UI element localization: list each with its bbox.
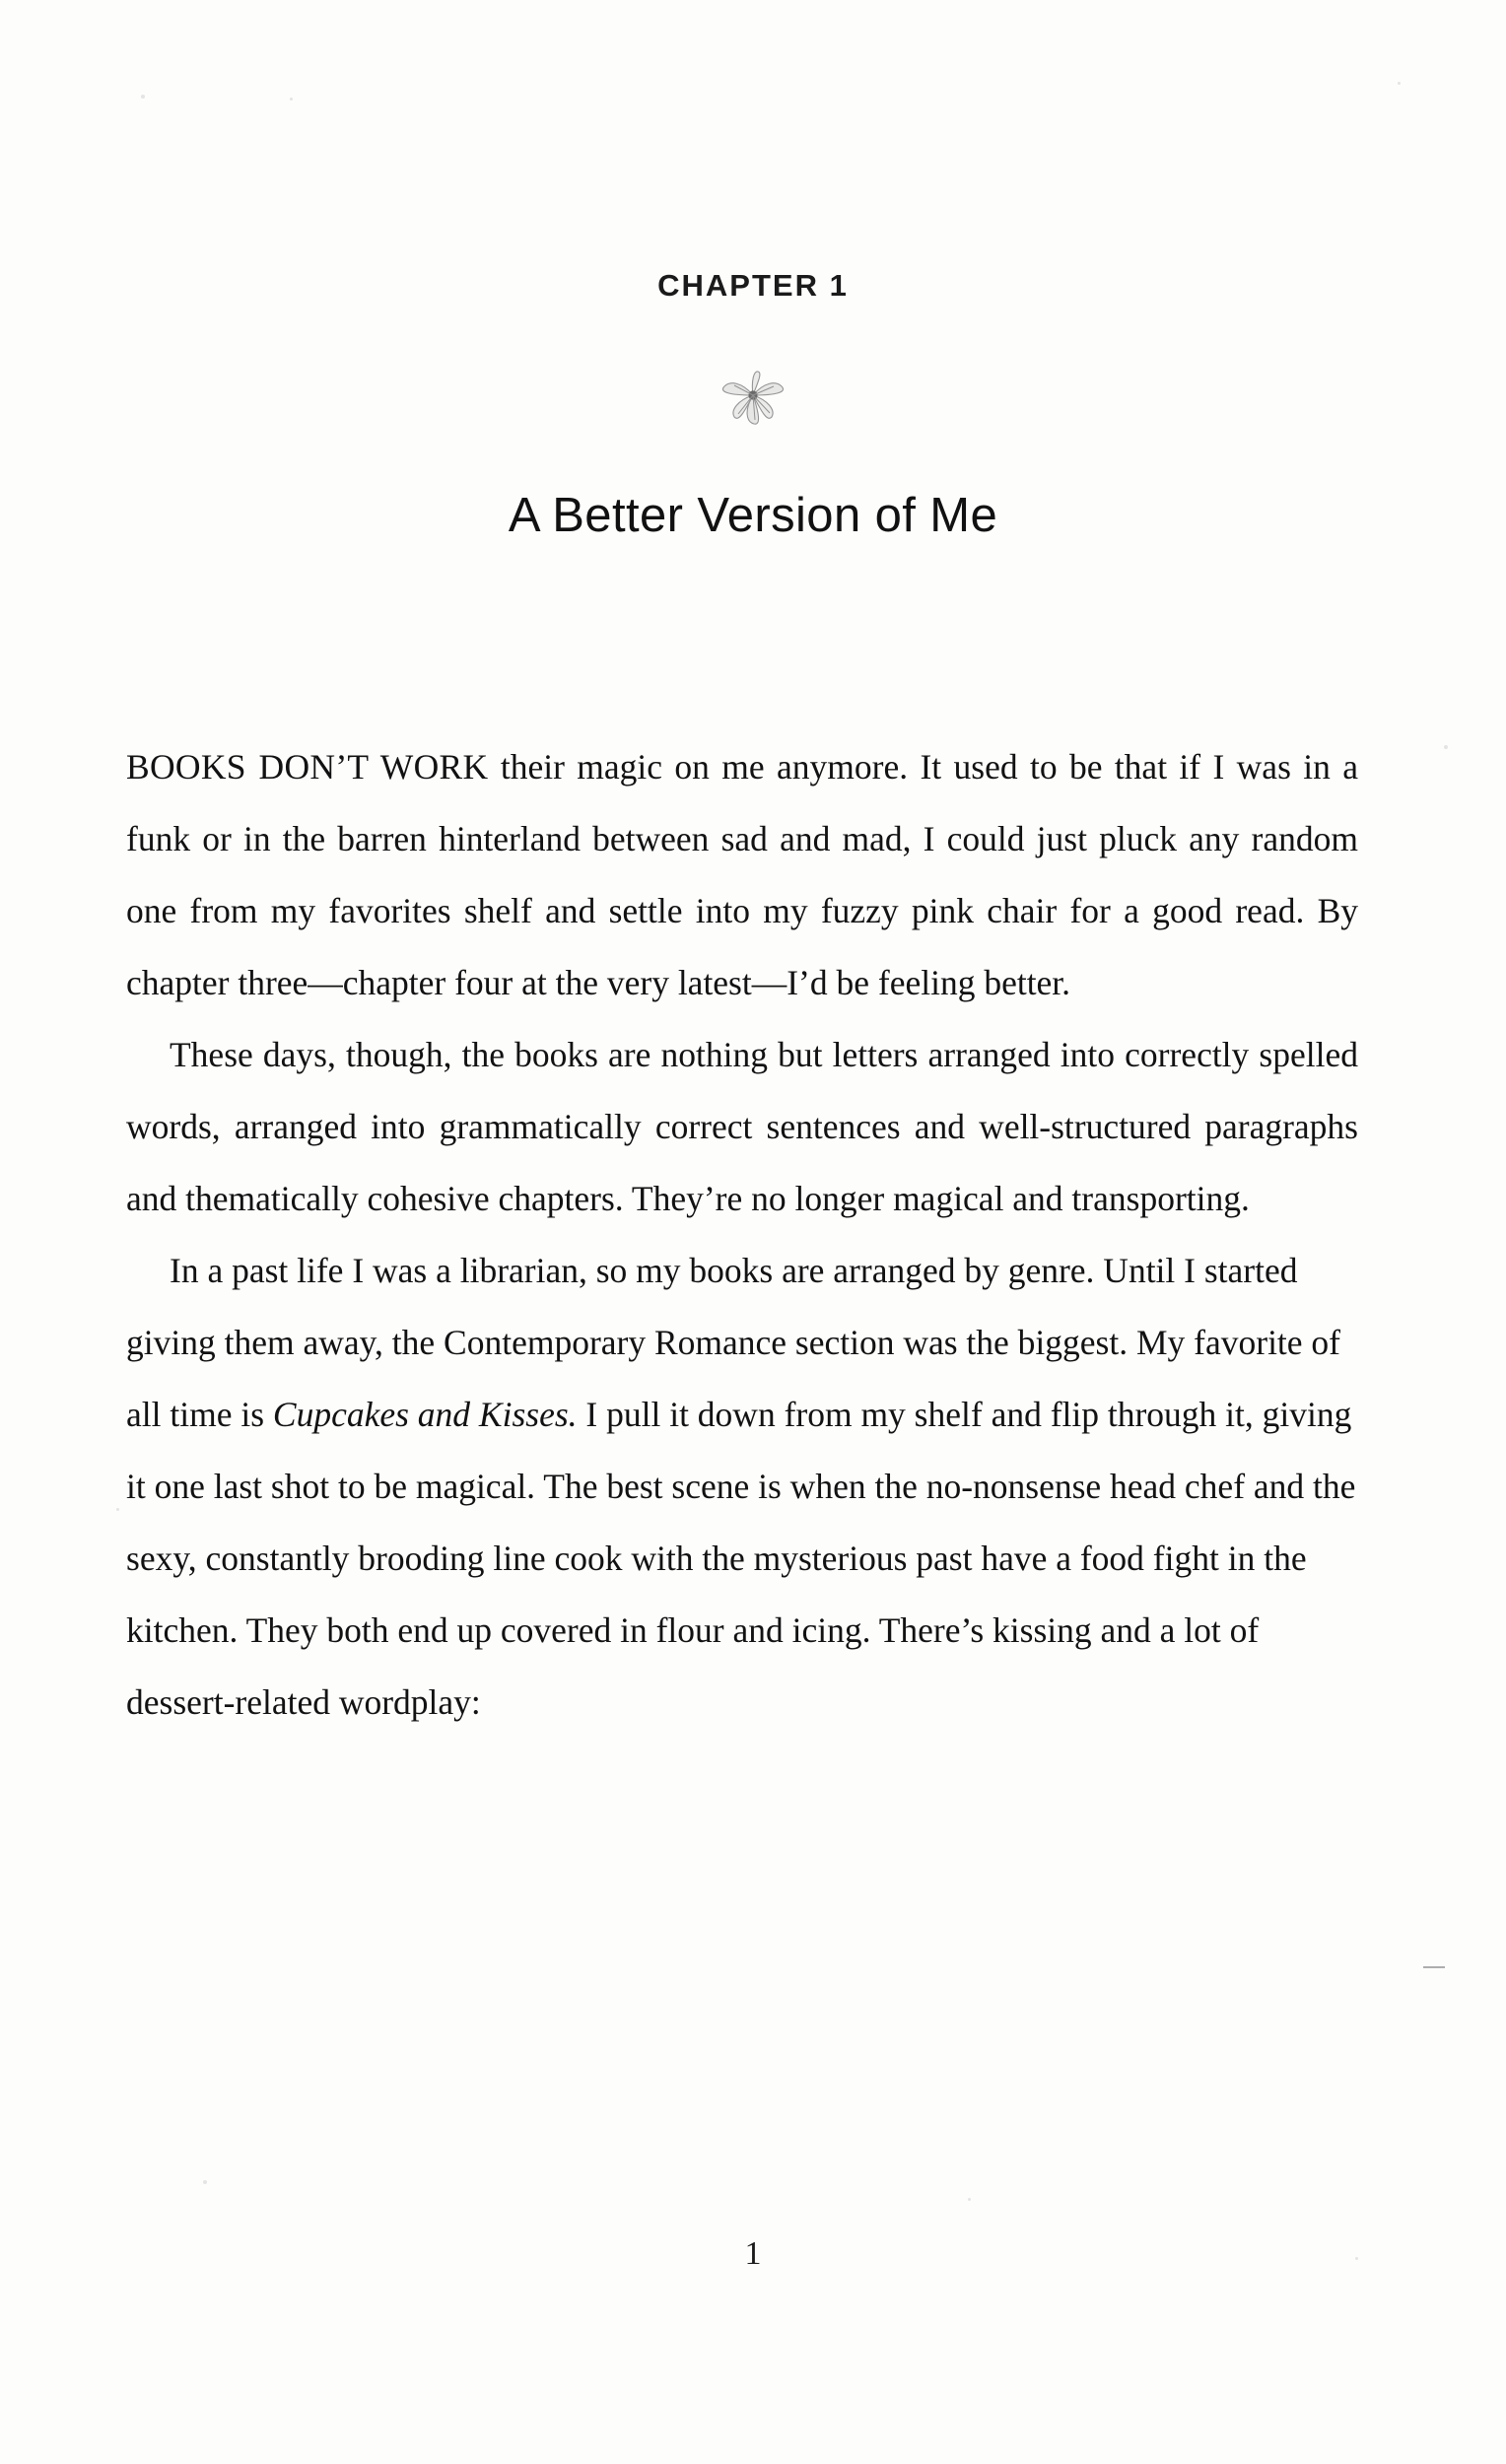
opening-small-caps: BOOKS DON’T WORK — [126, 747, 489, 787]
paragraph-3 — [126, 1235, 1358, 1739]
book-title-citation: Cupcakes and Kisses. — [272, 1395, 578, 1434]
paragraph-1 — [126, 731, 1358, 1019]
paragraph-2-text: These days, though, the books are nothing but letters arranged into correctly spelled words, arranged into grammatically correct sentences and well-structured paragraphs and thematically cohesive chapters. They’re no longer magical and transporting. — [126, 1035, 1358, 1218]
flower-ornament-icon — [126, 363, 1380, 432]
chapter-title: A Better Version of Me — [508, 488, 998, 542]
chapter-label: CHAPTER 1 — [657, 268, 849, 303]
page-number: 1 — [744, 2235, 762, 2272]
chapter-body — [126, 731, 1358, 1739]
paragraph-2 — [126, 1019, 1358, 1235]
page-edge-mark — [1423, 1966, 1445, 1968]
scan-speckle — [1444, 745, 1448, 749]
paragraph-1-text: their magic on me anymore. It used to be that if I was in a funk or in the barren hinterland between sad and mad, I could just pluck any random one from my favorites shelf and settle into my fuzzy pink chair for a good read. By chapter three—chapter four at the very latest—I’d be feeling better. — [126, 747, 1358, 1002]
scan-speckle — [116, 1508, 119, 1511]
paragraph-3-text-before-title: In a past life I was a librarian, so my books are arranged by genre. Until I started giving them away, the Contemporary Romance section was the biggest. My favorite of all time is — [126, 1251, 1340, 1434]
page-content — [126, 0, 1380, 2464]
paragraph-3-text-after-title: I pull it down from my shelf and flip through it, giving it one last shot to be magical. The best scene is when the no-nonsense head chef and the sexy, constantly brooding line cook with the mysterious past have a food fight in the kitchen. They both end up covered in flour and icing. There’s kissing and a lot of dessert-related wordplay: — [126, 1395, 1356, 1722]
scan-speckle — [1398, 82, 1401, 85]
